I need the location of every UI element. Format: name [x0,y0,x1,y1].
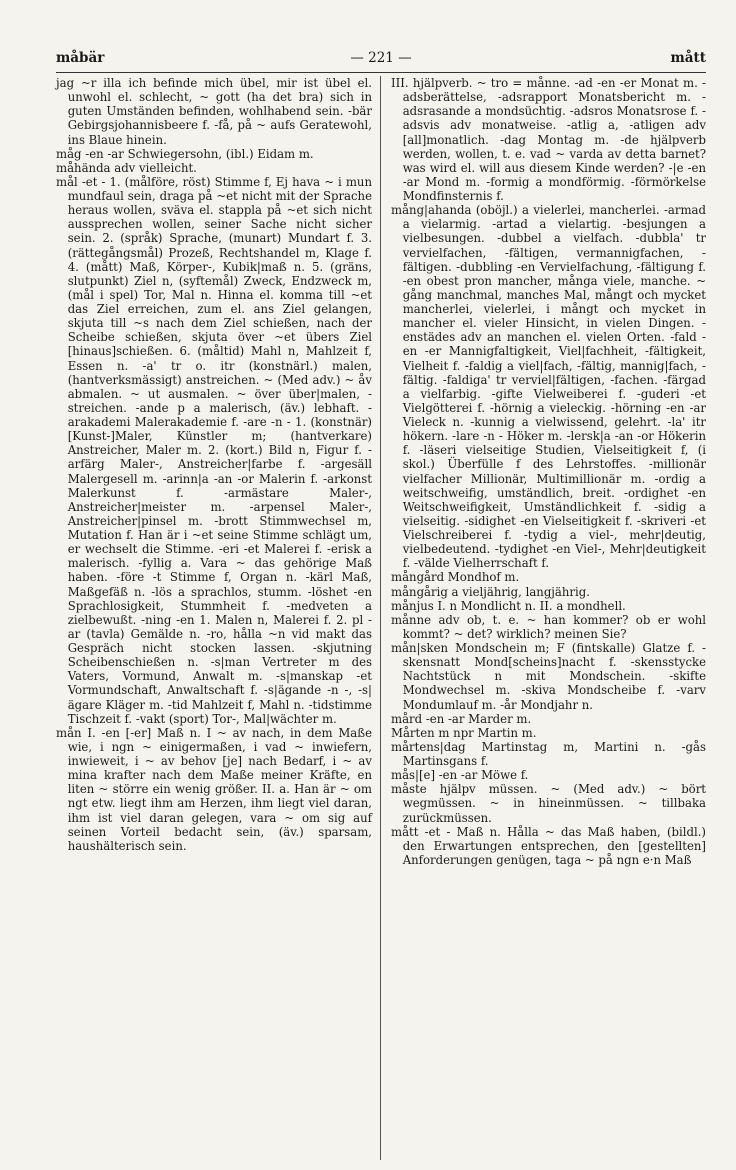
dictionary-entry: måg -en -ar Schwiegersohn, (ibl.) Eidam m. [56,146,314,161]
dictionary-entry: måste hjälpv müssen. ~ (Med adv.) ~ bört wegmüssen. ~ in hineinmüssen. ~ tillbaka zurückmüssen. [391,782,706,825]
left-column [56,76,381,1160]
dictionary-entry: mål -et - 1. (målföre, röst) Stimme f, Ej hava ~ i mun mundfaul sein, draga på ~et nicht mit der Sprache heraus wollen, sväva el. stappla på ~et sich nicht aussprechen wollen, seiner Sache nicht sicher sein. 2. (språk) Sprache, (munart) Mundart f. 3. (rättegångsmål) Prozeß, Rechtshandel m, Klage f. 4. (mått) Maß, Körper-, Kubik|maß n. 5. (gräns, slutpunkt) Ziel n, (syftemål) Zweck, Endzweck m, (mål i spel) Tor, Mal n. Hinna el. komma till ~et das Ziel erreichen, zum el. ans Ziel gelangen, skjuta till ~s nach dem Ziel schießen, nach der Scheibe schießen, skjuta över ~et übers Ziel [hinaus]schießen. 6. (måltid) Mahl n, Mahlzeit f, Essen n. -a' tr o. itr (konstnärl.) malen, (hantverksmässigt) anstreichen. ~ (Med adv.) ~ åv abmalen. ~ ut ausmalen. ~ över über|malen, -streichen. -ande p a malerisch, (äv.) lebhaft. -arakademi Malerakademie f. -are -n - 1. (konstnär) [Kunst-]Maler, Künstler m; (hantverkare) Anstreicher, Maler m. 2. (kort.) Bild n, Figur f. -arfärg Maler-, Anstreicher|farbe f. -argesäll Malergesell m. -arinn|a -an -or Malerin f. -arkonst Malerkunst f. -armästare Maler-, Anstreicher|meister m. -arpensel Maler-, Anstreicher|pinsel m. -brott Stimmwechsel m, Mutation f. Han är i ~et seine Stimme schlägt um, er wechselt die Stimme. -eri -et Malerei f. -erisk a malerisch. -fyllig a. Vara ~ das gehörige Maß haben. -före -t Stimme f, Organ n. -kärl Maß, Maßgefäß n. -lös a sprachlos, stumm. -löshet -en Sprachlosigkeit, Stummheit f. -medveten a zielbewußt. -ning -en 1. Malen n, Malerei f. 2. pl -ar (tavla) Gemälde n. -ro, hålla ~n vid makt das Gespräch nicht stocken lassen. -skjutning Scheibenschießen n. -s|man Vertreter m des Vaters, Vormund, Anwalt m. -s|manskap -et Vormundschaft, Anwaltschaft f. -s|ägande -n -, -s|ägare Kläger m. -tid Mahlzeit f, Mahl n. -tidstimme Tischzeit f. -vakt (sport) Tor-, Mal|wächter m. [56,174,372,726]
page-number: — 221 — [350,50,412,66]
dictionary-entry: mås|[e] -en -ar Möwe f. [391,768,529,783]
dictionary-entry: mån I. -en [-er] Maß n. I ~ av nach, in dem Maße wie, i ngn ~ einigermaßen, i vad ~ inwiefern, inwieweit, i ~ av behov [je] nach Bedarf, i ~ av mina krafter nach dem Maße meiner Kräfte, en liten ~ större ein wenig größer. II. a. Han är ~ om ngt etw. liegt ihm am Herzen, ihm liegt viel daran, ihm ist viel daran gelegen, vara ~ om sig auf seinen Vorteil bedacht sein, (äv.) sparsam, haushälterisch sein. [56,725,372,853]
dictionary-entry: jag ~r illa ich befinde mich übel, mir ist übel el. unwohl el. schlecht, ~ gott (ha det bra) sich in guten Umständen befinden, wohlhabend sein. -bär Gebirgsjohannisbeere f. -få, på ~ aufs Geratewohl, ins Blaue hinein. [56,76,372,147]
page-header [56,50,706,74]
entry-columns [56,76,706,1160]
dictionary-entry: måhända adv vielleicht. [56,160,197,175]
right-column [381,76,706,1160]
dictionary-entry: månne adv ob, t. e. ~ han kommer? ob er wohl kommt? ~ det? wirklich? meinen Sie? [391,612,706,641]
dictionary-entry: mångårig a vieljährig, langjährig. [391,584,590,599]
dictionary-entry: III. hjälpverb. ~ tro = månne. -ad -en -er Monat m. -adsberättelse, -adsrapport Monatsbericht m. -adsrasande a mondsüchtig. -adsros Monatsrose f. -adsvis adv monatweise. -atlig a, -atligen adv [all]monatlich. -dag Montag m. -de hjälpverb werden, wollen, t. e. vad ~ varda av detta barnet? was wird el. will aus diesem Kinde werden? -|e -en -ar Mond m. -formig a mondförmig. -förmörkelse Mondfinsternis f. [391,76,706,203]
dictionary-entry: mård -en -ar Marder m. [391,711,532,726]
dictionary-entry: månjus I. n Mondlicht n. II. a mondhell. [391,598,626,613]
header-rule [56,72,706,73]
dictionary-entry: mårtens|dag Martinstag m, Martini n. -gås Martinsgans f. [391,739,706,768]
dictionary-entry: Mårten m npr Martin m. [391,725,537,740]
header-left-catchword: måbär [56,50,105,66]
dictionary-entry: mån|sken Mondschein m; F (fintskalle) Glatze f. -skensnatt Mond[scheins]nacht f. -skensstycke Nachtstück n mit Mondschein. -skifte Mondwechsel m. -skiva Mondscheibe f. -varv Mondumlauf m. -år Mondjahr n. [391,641,706,712]
dictionary-entry: mångård Mondhof m. [391,570,520,585]
dictionary-entry: mång|ahanda (oböjl.) a vielerlei, mancherlei. -armad a vielarmig. -artad a vielartig. -besjungen a vielbesungen. -dubbel a vielfach. -dubbla' tr vervielfachen, -fältigen, vermannigfachen, -fältigen. -dubbling -en Vervielfachung, -fältigung f. -en obest pron mancher, många viele, manche. ~ gång manchmal, manches Mal, mångt och mycket mancherlei, vielerlei, i mångt och mycket in mancher el. vieler Hinsicht, in vielen Dingen. -enstädes adv an manchen el. vielen Orten. -fald -en -er Mannigfaltigkeit, Viel|fachheit, -fältigkeit, Vielheit f. -faldig a viel|fach, -fältig, mannig|fach, -fältig. -faldiga' tr verviel|fältigen, -fachen. -färgad a vielfarbig. -gifte Vielweiberei f. -guderi -et Vielgötterei f. -hörnig a vieleckig. -hörning -en -ar Vieleck n. -kunnig a vielwissend, gelehrt. -la' itr hökern. -lare -n - Höker m. -lersk|a -an -or Hökerin f. -läseri vielseitige Studien, Vielseitigkeit f, (i skol.) Überfülle f des Lehrstoffes. -millionär vielfacher Millionär, Multimillionär m. -ordig a weitschweifig, umständlich, breit. -ordighet -en Weitschweifigkeit, Umständlichkeit f. -sidig a vielseitig. -sidighet -en Vielseitigkeit f. -skriveri -et Vielschreiberei f. -tydig a viel-, mehr|deutig, vielbedeutend. -tydighet -en Viel-, Mehr|deutigkeit f. -välde Vielherrschaft f. [391,203,706,571]
header-right-catchword: mått [670,50,706,66]
dictionary-entry: mått -et - Maß n. Hålla ~ das Maß haben, (bildl.) den Erwartungen entsprechen, den [gestellten] Anforderungen genügen, taga ~ på ngn e·n Maß [391,824,706,867]
